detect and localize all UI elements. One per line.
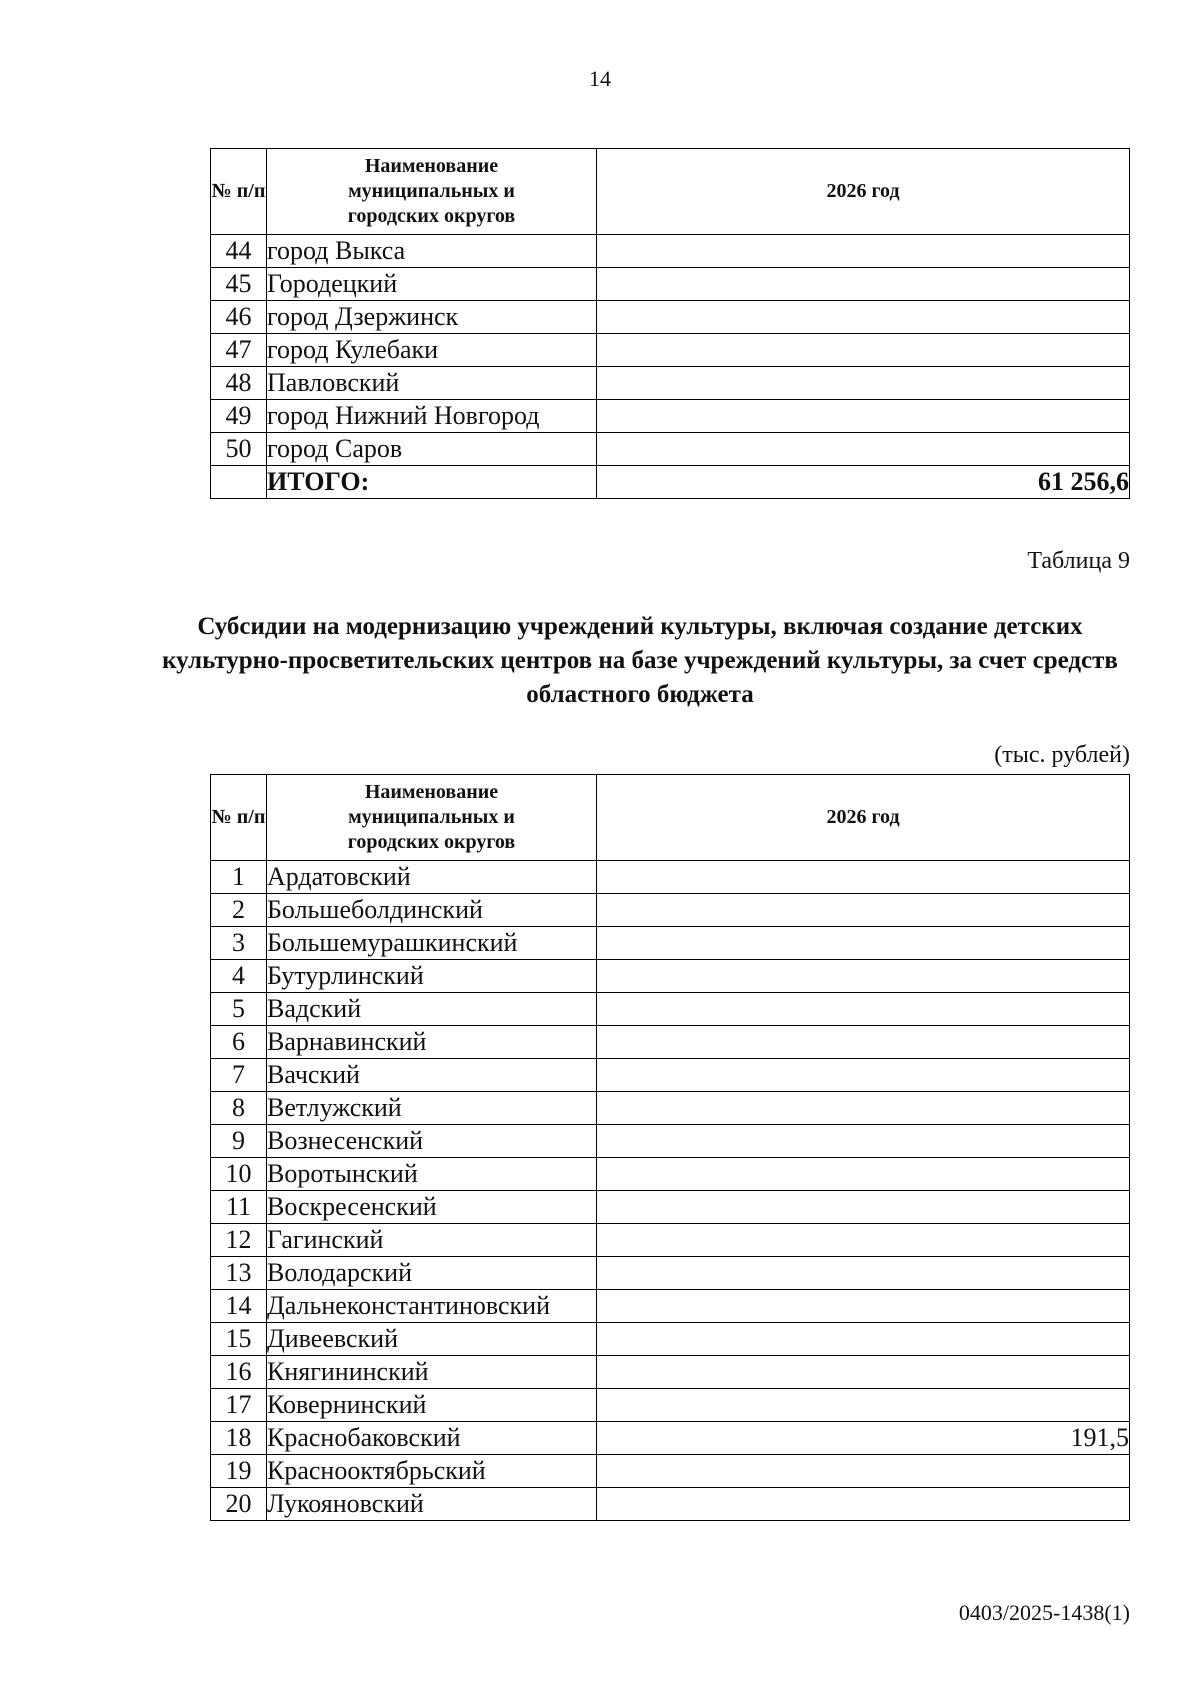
row-number: 8 <box>211 1092 267 1125</box>
table-9 <box>210 774 1130 1521</box>
row-value <box>597 1290 1130 1323</box>
row-number: 50 <box>211 433 267 466</box>
row-value <box>597 400 1130 433</box>
row-number: 11 <box>211 1191 267 1224</box>
table-row <box>211 367 1130 400</box>
row-value <box>597 960 1130 993</box>
row-value <box>597 993 1130 1026</box>
total-label: ИТОГО: <box>267 466 597 499</box>
row-number: 15 <box>211 1323 267 1356</box>
row-name: Вачский <box>267 1059 597 1092</box>
row-name: Краснобаковский <box>267 1422 597 1455</box>
row-value <box>597 1356 1130 1389</box>
row-value <box>597 235 1130 268</box>
row-value <box>597 1191 1130 1224</box>
header-num: № п/п <box>211 149 267 235</box>
row-value <box>597 334 1130 367</box>
table-row <box>211 1488 1130 1521</box>
row-name: Княгининский <box>267 1356 597 1389</box>
table-row <box>211 1092 1130 1125</box>
table-row <box>211 1158 1130 1191</box>
row-name: Варнавинский <box>267 1026 597 1059</box>
row-value <box>597 268 1130 301</box>
table-caption: Таблица 9 <box>1027 548 1130 574</box>
row-number: 20 <box>211 1488 267 1521</box>
row-number: 7 <box>211 1059 267 1092</box>
row-number: 3 <box>211 927 267 960</box>
table-row <box>211 1125 1130 1158</box>
row-value <box>597 1257 1130 1290</box>
table-row <box>211 1290 1130 1323</box>
row-number: 1 <box>211 861 267 894</box>
table-row <box>211 927 1130 960</box>
header-year: 2026 год <box>597 149 1130 235</box>
table-row <box>211 960 1130 993</box>
row-name: Лукояновский <box>267 1488 597 1521</box>
table-row <box>211 1422 1130 1455</box>
row-number: 2 <box>211 894 267 927</box>
table-row <box>211 993 1130 1026</box>
table-row <box>211 1257 1130 1290</box>
row-number: 18 <box>211 1422 267 1455</box>
row-value <box>597 1488 1130 1521</box>
row-number: 44 <box>211 235 267 268</box>
table-title: Субсидии на модернизацию учреждений культуры, включая создание детских культурно-просветительских центров на базе учреждений культуры, за счет средств областного бюджета <box>162 613 1118 708</box>
document-id: 0403/2025-1438(1) <box>958 1600 1130 1625</box>
row-number: 46 <box>211 301 267 334</box>
header-name: Наименование муниципальных и городских округов <box>267 775 597 861</box>
row-value <box>597 1158 1130 1191</box>
row-number: 19 <box>211 1455 267 1488</box>
row-name: Володарский <box>267 1257 597 1290</box>
row-value <box>597 927 1130 960</box>
row-number: 49 <box>211 400 267 433</box>
total-row <box>211 466 1130 499</box>
row-name: Павловский <box>267 367 597 400</box>
row-number: 45 <box>211 268 267 301</box>
row-name: Городецкий <box>267 268 597 301</box>
table-row <box>211 334 1130 367</box>
row-name: Вознесенский <box>267 1125 597 1158</box>
row-number: 17 <box>211 1389 267 1422</box>
row-name: Дальнеконстантиновский <box>267 1290 597 1323</box>
row-value <box>597 301 1130 334</box>
header-year: 2026 год <box>597 775 1130 861</box>
row-value <box>597 861 1130 894</box>
table-row <box>211 268 1130 301</box>
row-value <box>597 1224 1130 1257</box>
table-row <box>211 861 1130 894</box>
row-value <box>597 1323 1130 1356</box>
row-number: 13 <box>211 1257 267 1290</box>
table-row <box>211 1026 1130 1059</box>
table-row <box>211 1191 1130 1224</box>
row-value <box>597 1125 1130 1158</box>
row-value <box>597 433 1130 466</box>
row-number: 14 <box>211 1290 267 1323</box>
row-name: Краснооктябрьский <box>267 1455 597 1488</box>
table-row <box>211 400 1130 433</box>
row-name: Воротынский <box>267 1158 597 1191</box>
row-number: 5 <box>211 993 267 1026</box>
table-row <box>211 1389 1130 1422</box>
row-name: город Дзержинск <box>267 301 597 334</box>
row-number: 48 <box>211 367 267 400</box>
table-row <box>211 235 1130 268</box>
row-value: 191,5 <box>597 1422 1130 1455</box>
row-number: 47 <box>211 334 267 367</box>
row-name: Вадский <box>267 993 597 1026</box>
table-row <box>211 894 1130 927</box>
table-row <box>211 433 1130 466</box>
row-value <box>597 1026 1130 1059</box>
table-row <box>211 1356 1130 1389</box>
row-value <box>597 1092 1130 1125</box>
header-name: Наименование муниципальных и городских округов <box>267 149 597 235</box>
row-value <box>597 1455 1130 1488</box>
total-value: 61 256,6 <box>597 466 1130 499</box>
row-number: 9 <box>211 1125 267 1158</box>
row-name: Бутурлинский <box>267 960 597 993</box>
row-name: Дивеевский <box>267 1323 597 1356</box>
continued-table <box>210 148 1130 499</box>
row-name: город Кулебаки <box>267 334 597 367</box>
table-row <box>211 301 1130 334</box>
page-number: 14 <box>589 66 611 91</box>
header-num: № п/п <box>211 775 267 861</box>
row-name: Большемурашкинский <box>267 927 597 960</box>
row-value <box>597 1059 1130 1092</box>
row-name: Ковернинский <box>267 1389 597 1422</box>
row-name: Воскресенский <box>267 1191 597 1224</box>
table-row <box>211 1455 1130 1488</box>
row-name: Гагинский <box>267 1224 597 1257</box>
row-number: 12 <box>211 1224 267 1257</box>
row-name: Ардатовский <box>267 861 597 894</box>
table-row <box>211 1224 1130 1257</box>
row-value <box>597 367 1130 400</box>
table-row <box>211 1323 1130 1356</box>
row-value <box>597 894 1130 927</box>
row-name: город Выкса <box>267 235 597 268</box>
table-row <box>211 1059 1130 1092</box>
row-name: город Саров <box>267 433 597 466</box>
row-number: 16 <box>211 1356 267 1389</box>
row-number: 4 <box>211 960 267 993</box>
row-name: город Нижний Новгород <box>267 400 597 433</box>
row-number: 10 <box>211 1158 267 1191</box>
units-label: (тыс. рублей) <box>994 742 1130 768</box>
row-name: Большеболдинский <box>267 894 597 927</box>
row-number: 6 <box>211 1026 267 1059</box>
row-name: Ветлужский <box>267 1092 597 1125</box>
row-value <box>597 1389 1130 1422</box>
